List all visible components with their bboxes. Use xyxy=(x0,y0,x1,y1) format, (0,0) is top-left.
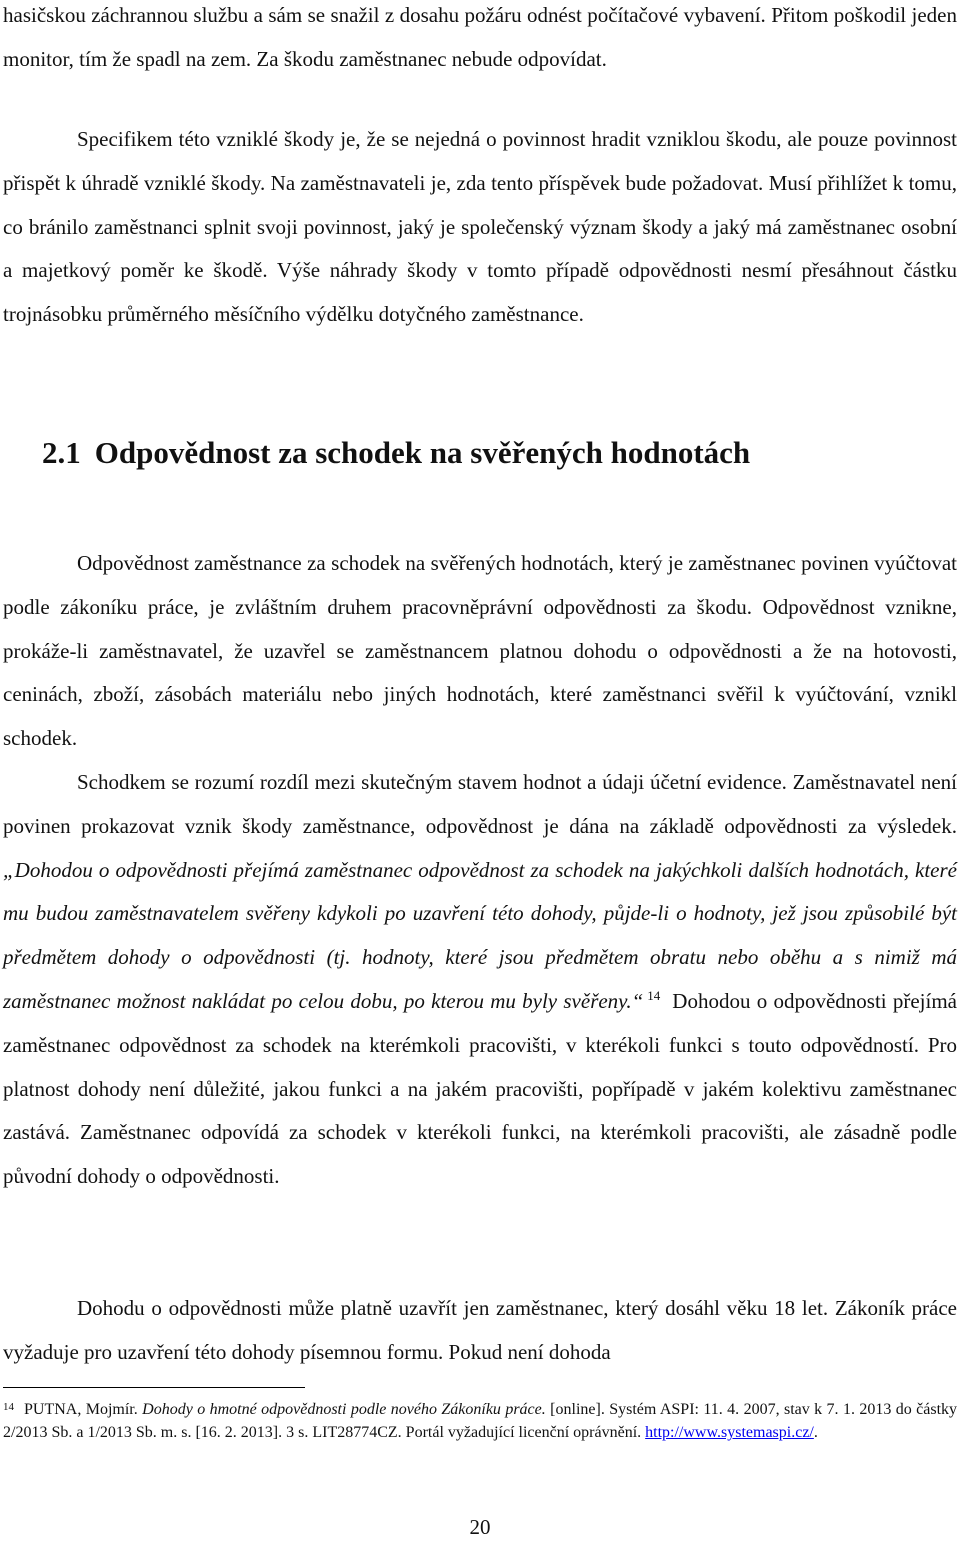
footnote-mark: 14 xyxy=(3,1401,14,1413)
page-number: 20 xyxy=(469,1515,491,1539)
footnote xyxy=(3,1398,957,1444)
paragraph-shortfall-rest: Dohodou o odpovědnosti přejímá zaměstnanec odpovědnost za schodek na kterémkoli pracovišti, v kterékoli funkci s touto odpovědností. Pro platnost dohody není důležité, jakou funkci a na jakém pracovišti, popřípadě v jakém kolektivu zaměstnanec zastává. Zaměstnanec odpovídá za schodek v kterékoli funkci, na kterémkoli pracovišti, ale zásadně podle původní dohody o odpovědnosti. xyxy=(3,988,957,1189)
paragraph-shortfall-lead: Schodkem se rozumí rozdíl mezi skutečným stavem hodnot a údaji účetní evidence. Zaměstnavatel není povinen prokazovat vznik škody zaměstnance, odpovědnost je dána na základě odpovědnosti za výsledek. xyxy=(3,770,957,838)
footnote-trailing: . xyxy=(813,1424,818,1441)
footnote-separator xyxy=(3,1387,305,1388)
footnote-author: PUTNA, Mojmír. xyxy=(24,1401,138,1418)
paragraph-continued: hasičskou záchrannou službu a sám se snažil z dosahu požáru odnést počítačové vybavení. Přitom poškodil jeden monitor, tím že spadl na zem. Za škodu zaměstnanec nebude odpovídat. xyxy=(3,3,957,71)
footnote-link[interactable]: http://www.systemaspi.cz/ xyxy=(645,1424,814,1441)
paragraph-specifics: Specifikem této vzniklé škody je, že se nejedná o povinnost hradit vzniklou škodu, ale pouze povinnost přispět k úhradě vzniklé škody. Na zaměstnavateli je, zda tento příspěvek bude požadovat. Musí přihlížet k tomu, co bránilo zaměstnanci splnit svoji povinnost, jaký je společenský význam škody a jaký má zaměstnanec osobní a majetkový poměr ke škodě. Výše náhrady škody v tomto případě odpovědnosti nesmí přesáhnout částku trojnásobku průměrného měsíčního výdělku dotyčného zaměstnance. xyxy=(3,127,957,327)
section-number: 2.1 xyxy=(42,435,81,470)
quotation: „Dohodou o odpovědnosti přejímá zaměstnanec odpovědnost za schodek na jakýchkoli dalších hodnotách, které mu budou zaměstnavatelem svěřeny kdykoli po uzavření této dohody, půjde-li o hodnoty, jež jsou způsobilé být předmětem dohody o odpovědnosti (tj. hodnoty, které jsou předmětem obratu nebo oběhu a s nimiž má zaměstnanec možnost nakládat po celou dobu, po kterou mu byly svěřeny.“ xyxy=(3,857,957,1013)
paragraph-age-requirement: Dohodu o odpovědnosti může platně uzavřít jen zaměstnanec, který dosáhl věku 18 let. Zákoník práce vyžaduje pro uzavření této dohody písemnou formu. Pokud není dohoda xyxy=(3,1296,957,1364)
footnote-reference[interactable]: 14 xyxy=(647,987,661,1003)
section-title: Odpovědnost za schodek na svěřených hodnotách xyxy=(94,435,751,470)
paragraph-shortfall xyxy=(3,761,957,1199)
footnote-title: Dohody o hmotné odpovědnosti podle nového Zákoníku práce. xyxy=(142,1401,546,1418)
footnote-details: [online]. Systém ASPI: 11. 4. 2007, stav k 7. 1. 2013 do částky 2/2013 Sb. a 1/2013 Sb. m. s. [16. 2. 2013]. 3 s. LIT28774CZ. Portál vyžadující licenční oprávnění. xyxy=(3,1401,958,1441)
section-heading xyxy=(42,430,750,476)
paragraph-liability-definition: Odpovědnost zaměstnance za schodek na svěřených hodnotách, který je zaměstnanec povinen vyúčtovat podle zákoníku práce, je zvláštním druhem pracovněprávní odpovědnosti za škodu. Odpovědnost vznikne, prokáže-li zaměstnavatel, že uzavřel se zaměstnancem platnou dohodu o odpovědnosti a že na hotovosti, ceninách, zboží, zásobách materiálu nebo jiných hodnotách, které zaměstnanci svěřil k vyúčtování, vznikl schodek. xyxy=(3,551,957,751)
